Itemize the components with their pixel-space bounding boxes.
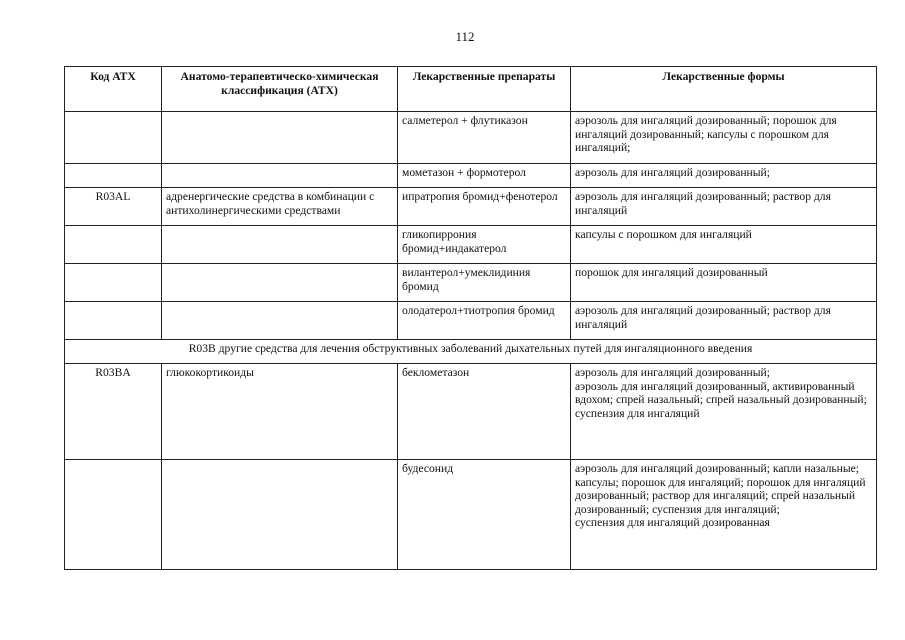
cell-classification	[162, 264, 398, 302]
table-row	[65, 364, 877, 460]
cell-forms	[571, 164, 877, 188]
cell-code	[65, 164, 162, 188]
cell-classification: глюкокортикоиды	[162, 364, 398, 460]
cell-forms	[571, 264, 877, 302]
forms-line: аэрозоль для ингаляций дозированный; капли назальные;	[575, 462, 860, 475]
cell-classification	[162, 226, 398, 264]
table-row	[65, 188, 877, 226]
forms-line: аэрозоль для ингаляций дозированный; порошок для ингаляций дозированный; капсулы с порошком для ингаляций;	[575, 114, 837, 155]
cell-code: R03BA	[65, 364, 162, 460]
table-row	[65, 164, 877, 188]
cell-drug: олодатерол+тиотропия бромид	[398, 302, 571, 340]
table-row	[65, 302, 877, 340]
cell-code	[65, 226, 162, 264]
forms-line: вдохом; спрей назальный; спрей назальный дозированный;	[575, 393, 867, 407]
group-header-row	[65, 340, 877, 364]
cell-drug: будесонид	[398, 460, 571, 570]
cell-drug: гликопиррония бромид+индакатерол	[398, 226, 571, 264]
cell-drug: мометазон + формотерол	[398, 164, 571, 188]
cell-code: R03AL	[65, 188, 162, 226]
cell-classification	[162, 164, 398, 188]
cell-drug: беклометазон	[398, 364, 571, 460]
cell-drug: ипратропия бромид+фенотерол	[398, 188, 571, 226]
forms-line: аэрозоль для ингаляций дозированный;	[575, 366, 770, 379]
cell-code	[65, 460, 162, 570]
table-row	[65, 460, 877, 570]
page-number: 112	[455, 29, 475, 44]
cell-code	[65, 302, 162, 340]
forms-line: суспензия для ингаляций	[575, 406, 700, 420]
forms-line: дозированный; раствор для ингаляций; спрей назальный дозированный; суспензия для ингаляций;	[575, 489, 856, 516]
forms-line: аэрозоль для ингаляций дозированный; раствор для ингаляций	[575, 304, 831, 331]
forms-line: капсулы с порошком для ингаляций	[575, 228, 752, 241]
cell-forms	[571, 188, 877, 226]
table-header-row	[65, 67, 877, 112]
forms-line: аэрозоль для ингаляций дозированный; раствор для ингаляций	[575, 190, 831, 217]
cell-classification: адренергические средства в комбинации с антихолинергическими средствами	[162, 188, 398, 226]
table-row	[65, 112, 877, 164]
cell-code	[65, 112, 162, 164]
forms-line: аэрозоль для ингаляций дозированный;	[575, 166, 770, 179]
forms-line: порошок для ингаляций дозированный	[575, 266, 768, 279]
cell-forms	[571, 226, 877, 264]
forms-line: капсулы; порошок для ингаляций; порошок для ингаляций	[575, 475, 866, 489]
header-drugs: Лекарственные препараты	[398, 67, 571, 112]
cell-classification	[162, 460, 398, 570]
group-header: R03B другие средства для лечения обструктивных заболеваний дыхательных путей для ингаляционного введения	[65, 340, 877, 364]
header-classification: Анатомо-терапевтическо-химическая классификация (АТХ)	[162, 67, 398, 112]
forms-line: аэрозоль для ингаляций дозированный, активированный	[575, 379, 855, 393]
table-row	[65, 264, 877, 302]
cell-forms	[571, 112, 877, 164]
cell-code	[65, 264, 162, 302]
header-forms: Лекарственные формы	[571, 67, 877, 112]
header-code: Код АТХ	[65, 67, 162, 112]
forms-line: суспензия для ингаляций дозированная	[575, 516, 770, 530]
cell-forms	[571, 460, 877, 570]
cell-forms	[571, 364, 877, 460]
cell-drug: салметерол + флутиказон	[398, 112, 571, 164]
cell-classification	[162, 302, 398, 340]
cell-classification	[162, 112, 398, 164]
cell-drug: вилантерол+умеклидиния бромид	[398, 264, 571, 302]
cell-forms	[571, 302, 877, 340]
table-row	[65, 226, 877, 264]
atx-table	[64, 66, 877, 570]
